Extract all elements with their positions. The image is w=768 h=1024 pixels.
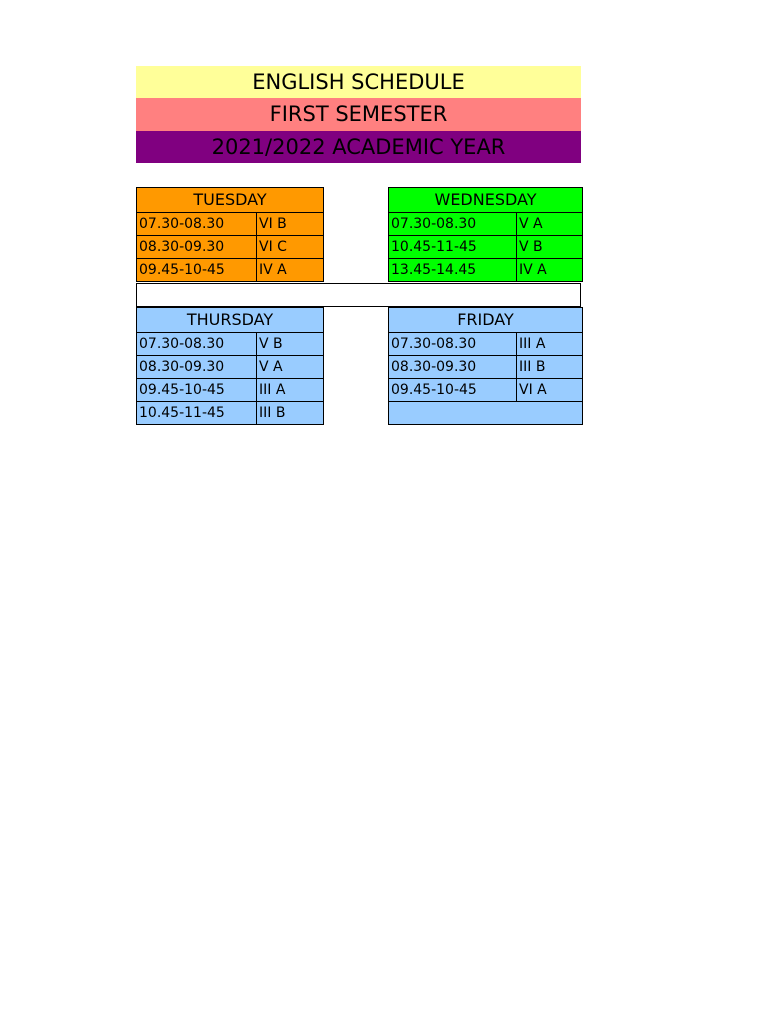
class-cell: V A — [257, 356, 324, 379]
table-row — [389, 356, 583, 379]
time-cell: 08.30-09.30 — [137, 356, 257, 379]
wednesday-schedule — [388, 187, 583, 282]
table-row — [137, 333, 324, 356]
class-cell: IV A — [517, 259, 583, 282]
class-cell: V B — [257, 333, 324, 356]
time-cell: 09.45-10-45 — [389, 379, 517, 402]
time-cell: 08.30-09.30 — [137, 236, 257, 259]
time-cell: 10.45-11-45 — [137, 402, 257, 425]
thursday-header: THURSDAY — [137, 308, 324, 333]
thursday-schedule — [136, 307, 324, 425]
empty-cell — [389, 402, 583, 425]
class-cell: III A — [517, 333, 583, 356]
time-cell: 07.30-08.30 — [137, 333, 257, 356]
class-cell: V A — [517, 213, 583, 236]
wednesday-header: WEDNESDAY — [389, 188, 583, 213]
tuesday-schedule — [136, 187, 324, 282]
time-cell: 09.45-10-45 — [137, 259, 257, 282]
class-cell: V B — [517, 236, 583, 259]
blank-row — [136, 283, 581, 307]
schedule-title: ENGLISH SCHEDULE — [136, 66, 581, 98]
class-cell: IV A — [257, 259, 324, 282]
table-row — [137, 213, 324, 236]
table-row — [389, 333, 583, 356]
table-row — [389, 213, 583, 236]
time-cell: 09.45-10-45 — [137, 379, 257, 402]
class-cell: III A — [257, 379, 324, 402]
time-cell: 07.30-08.30 — [137, 213, 257, 236]
table-row — [137, 356, 324, 379]
table-row — [389, 259, 583, 282]
tuesday-header: TUESDAY — [137, 188, 324, 213]
table-row — [389, 379, 583, 402]
time-cell: 07.30-08.30 — [389, 333, 517, 356]
academic-year-banner: 2021/2022 ACADEMIC YEAR — [136, 131, 581, 163]
table-row — [389, 402, 583, 425]
time-cell: 10.45-11-45 — [389, 236, 517, 259]
table-row — [137, 379, 324, 402]
table-row — [389, 236, 583, 259]
friday-schedule — [388, 307, 583, 425]
table-row — [137, 259, 324, 282]
class-cell: VI B — [257, 213, 324, 236]
table-row — [137, 236, 324, 259]
friday-header: FRIDAY — [389, 308, 583, 333]
time-cell: 08.30-09.30 — [389, 356, 517, 379]
time-cell: 13.45-14.45 — [389, 259, 517, 282]
class-cell: III B — [257, 402, 324, 425]
class-cell: VI A — [517, 379, 583, 402]
class-cell: VI C — [257, 236, 324, 259]
time-cell: 07.30-08.30 — [389, 213, 517, 236]
table-row — [137, 402, 324, 425]
class-cell: III B — [517, 356, 583, 379]
semester-banner: FIRST SEMESTER — [136, 98, 581, 131]
